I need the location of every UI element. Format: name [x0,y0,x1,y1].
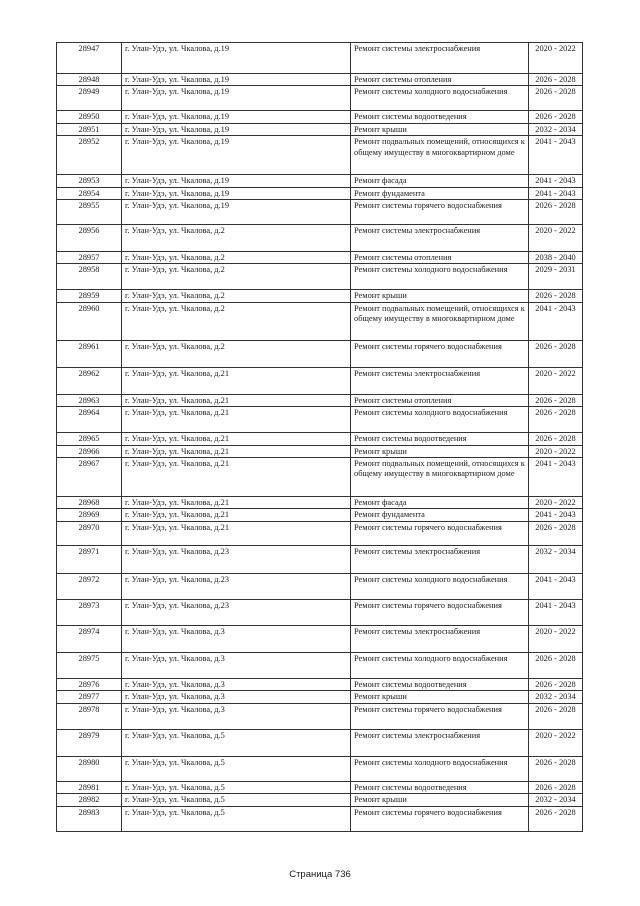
row-number: 28951 [57,123,122,135]
row-work-type: Ремонт системы водоотведения [351,111,529,123]
row-address: г. Улан-Удэ, ул. Чкалова, д.23 [122,545,351,573]
row-work-type: Ремонт крыши [351,794,529,806]
row-number: 28980 [57,756,122,781]
table-row [57,86,583,111]
row-period: 2032 - 2034 [529,794,583,806]
table-row [57,703,583,729]
table-row [57,729,583,756]
row-address: г. Улан-Удэ, ул. Чкалова, д.19 [122,43,351,74]
row-address: г. Улан-Удэ, ул. Чкалова, д.2 [122,225,351,252]
row-address: г. Улан-Удэ, ул. Чкалова, д.19 [122,123,351,135]
row-address: г. Улан-Удэ, ул. Чкалова, д.5 [122,781,351,793]
row-number: 28958 [57,264,122,290]
row-work-type: Ремонт системы горячего водоснабжения [351,806,529,831]
row-number: 28977 [57,691,122,703]
row-period: 2032 - 2034 [529,691,583,703]
row-period: 2020 - 2022 [529,445,583,457]
table-row [57,433,583,445]
row-address: г. Улан-Удэ, ул. Чкалова, д.23 [122,599,351,625]
row-work-type: Ремонт фундамента [351,509,529,521]
row-work-type: Ремонт системы горячего водоснабжения [351,703,529,729]
row-number: 28983 [57,806,122,831]
table-row [57,521,583,545]
row-address: г. Улан-Удэ, ул. Чкалова, д.3 [122,703,351,729]
table-row [57,252,583,264]
row-number: 28969 [57,509,122,521]
table-row [57,691,583,703]
row-number: 28956 [57,225,122,252]
row-address: г. Улан-Удэ, ул. Чкалова, д.21 [122,394,351,406]
table-row [57,175,583,187]
row-work-type: Ремонт системы горячего водоснабжения [351,521,529,545]
row-period: 2026 - 2028 [529,200,583,225]
table-row [57,340,583,367]
row-work-type: Ремонт системы холодного водоснабжения [351,756,529,781]
table-row [57,678,583,690]
row-period: 2026 - 2028 [529,678,583,690]
row-work-type: Ремонт крыши [351,445,529,457]
table-row [57,302,583,340]
row-period: 2020 - 2022 [529,225,583,252]
table-row [57,781,583,793]
table-row [57,573,583,599]
table-row [57,806,583,831]
row-work-type: Ремонт фасада [351,497,529,509]
row-period: 2038 - 2040 [529,252,583,264]
table-row [57,187,583,199]
row-period: 2020 - 2022 [529,729,583,756]
row-number: 28972 [57,573,122,599]
table-row [57,458,583,497]
row-address: г. Улан-Удэ, ул. Чкалова, д.19 [122,111,351,123]
row-period: 2032 - 2034 [529,123,583,135]
row-address: г. Улан-Удэ, ул. Чкалова, д.21 [122,433,351,445]
table-row [57,136,583,175]
row-period: 2026 - 2028 [529,407,583,433]
page-number-label: Страница 736 [289,869,351,880]
row-number: 28966 [57,445,122,457]
row-number: 28975 [57,652,122,678]
table-row [57,367,583,394]
row-address: г. Улан-Удэ, ул. Чкалова, д.2 [122,264,351,290]
row-period: 2026 - 2028 [529,781,583,793]
row-address: г. Улан-Удэ, ул. Чкалова, д.3 [122,652,351,678]
row-period: 2041 - 2043 [529,175,583,187]
row-address: г. Улан-Удэ, ул. Чкалова, д.2 [122,340,351,367]
row-period: 2026 - 2028 [529,290,583,302]
row-address: г. Улан-Удэ, ул. Чкалова, д.19 [122,74,351,86]
row-period: 2026 - 2028 [529,521,583,545]
row-address: г. Улан-Удэ, ул. Чкалова, д.21 [122,521,351,545]
row-period: 2041 - 2043 [529,302,583,340]
row-period: 2026 - 2028 [529,86,583,111]
row-number: 28965 [57,433,122,445]
row-period: 2029 - 2031 [529,264,583,290]
table-row [57,599,583,625]
row-work-type: Ремонт системы электроснабжения [351,43,529,74]
row-period: 2026 - 2028 [529,340,583,367]
row-number: 28959 [57,290,122,302]
row-number: 28967 [57,458,122,497]
row-number: 28950 [57,111,122,123]
table-row [57,123,583,135]
row-work-type: Ремонт крыши [351,691,529,703]
table-row [57,652,583,678]
row-number: 28954 [57,187,122,199]
row-address: г. Улан-Удэ, ул. Чкалова, д.5 [122,756,351,781]
row-work-type: Ремонт крыши [351,290,529,302]
row-address: г. Улан-Удэ, ул. Чкалова, д.2 [122,252,351,264]
row-period: 2041 - 2043 [529,458,583,497]
row-number: 28948 [57,74,122,86]
row-address: г. Улан-Удэ, ул. Чкалова, д.2 [122,302,351,340]
table-row [57,545,583,573]
row-number: 28981 [57,781,122,793]
repair-schedule-table [56,42,583,832]
row-period: 2026 - 2028 [529,111,583,123]
row-number: 28976 [57,678,122,690]
row-work-type: Ремонт системы электроснабжения [351,367,529,394]
row-period: 2026 - 2028 [529,394,583,406]
table-row [57,264,583,290]
row-work-type: Ремонт системы отопления [351,74,529,86]
table-row [57,509,583,521]
table-row [57,74,583,86]
row-number: 28970 [57,521,122,545]
row-address: г. Улан-Удэ, ул. Чкалова, д.19 [122,86,351,111]
row-period: 2041 - 2043 [529,599,583,625]
row-period: 2041 - 2043 [529,509,583,521]
row-number: 28957 [57,252,122,264]
row-period: 2041 - 2043 [529,136,583,175]
table-row [57,794,583,806]
row-work-type: Ремонт системы водоотведения [351,678,529,690]
table-row [57,43,583,74]
row-work-type: Ремонт системы отопления [351,252,529,264]
row-work-type: Ремонт системы водоотведения [351,781,529,793]
row-number: 28963 [57,394,122,406]
row-number: 28973 [57,599,122,625]
row-address: г. Улан-Удэ, ул. Чкалова, д.5 [122,806,351,831]
row-address: г. Улан-Удэ, ул. Чкалова, д.23 [122,573,351,599]
row-work-type: Ремонт системы холодного водоснабжения [351,652,529,678]
row-period: 2026 - 2028 [529,806,583,831]
row-address: г. Улан-Удэ, ул. Чкалова, д.19 [122,187,351,199]
row-period: 2041 - 2043 [529,187,583,199]
row-work-type: Ремонт системы горячего водоснабжения [351,340,529,367]
row-work-type: Ремонт системы электроснабжения [351,225,529,252]
row-period: 2026 - 2028 [529,433,583,445]
table-row [57,497,583,509]
row-address: г. Улан-Удэ, ул. Чкалова, д.3 [122,691,351,703]
row-work-type: Ремонт подвальных помещений, относящихся к общему имуществу в многоквартирном доме [351,302,529,340]
row-number: 28955 [57,200,122,225]
row-address: г. Улан-Удэ, ул. Чкалова, д.19 [122,136,351,175]
row-number: 28968 [57,497,122,509]
row-work-type: Ремонт крыши [351,123,529,135]
row-work-type: Ремонт системы горячего водоснабжения [351,599,529,625]
row-work-type: Ремонт фундамента [351,187,529,199]
row-number: 28982 [57,794,122,806]
row-work-type: Ремонт системы отопления [351,394,529,406]
row-period: 2020 - 2022 [529,43,583,74]
row-number: 28971 [57,545,122,573]
table-row [57,111,583,123]
row-period: 2020 - 2022 [529,497,583,509]
table-row [57,394,583,406]
table-row [57,407,583,433]
row-work-type: Ремонт системы холодного водоснабжения [351,573,529,599]
row-period: 2026 - 2028 [529,756,583,781]
row-work-type: Ремонт системы холодного водоснабжения [351,86,529,111]
row-work-type: Ремонт фасада [351,175,529,187]
row-work-type: Ремонт подвальных помещений, относящихся к общему имуществу в многоквартирном доме [351,458,529,497]
row-period: 2041 - 2043 [529,573,583,599]
row-work-type: Ремонт системы водоотведения [351,433,529,445]
row-address: г. Улан-Удэ, ул. Чкалова, д.5 [122,729,351,756]
table-row [57,756,583,781]
row-period: 2026 - 2028 [529,74,583,86]
row-number: 28962 [57,367,122,394]
row-address: г. Улан-Удэ, ул. Чкалова, д.3 [122,625,351,652]
row-period: 2026 - 2028 [529,652,583,678]
row-number: 28961 [57,340,122,367]
row-work-type: Ремонт системы горячего водоснабжения [351,200,529,225]
row-number: 28964 [57,407,122,433]
row-address: г. Улан-Удэ, ул. Чкалова, д.21 [122,407,351,433]
table-row [57,200,583,225]
row-number: 28974 [57,625,122,652]
row-address: г. Улан-Удэ, ул. Чкалова, д.3 [122,678,351,690]
table-row [57,290,583,302]
row-number: 28960 [57,302,122,340]
table-row [57,225,583,252]
row-address: г. Улан-Удэ, ул. Чкалова, д.21 [122,367,351,394]
row-address: г. Улан-Удэ, ул. Чкалова, д.21 [122,497,351,509]
row-period: 2020 - 2022 [529,367,583,394]
row-address: г. Улан-Удэ, ул. Чкалова, д.19 [122,200,351,225]
row-address: г. Улан-Удэ, ул. Чкалова, д.2 [122,290,351,302]
row-work-type: Ремонт подвальных помещений, относящихся к общему имуществу в многоквартирном доме [351,136,529,175]
row-number: 28949 [57,86,122,111]
table-row [57,625,583,652]
row-period: 2020 - 2022 [529,625,583,652]
table-row [57,445,583,457]
row-period: 2026 - 2028 [529,703,583,729]
row-address: г. Улан-Удэ, ул. Чкалова, д.21 [122,509,351,521]
row-work-type: Ремонт системы холодного водоснабжения [351,264,529,290]
row-address: г. Улан-Удэ, ул. Чкалова, д.21 [122,458,351,497]
table-body [57,43,583,832]
row-number: 28947 [57,43,122,74]
row-work-type: Ремонт системы электроснабжения [351,625,529,652]
row-period: 2032 - 2034 [529,545,583,573]
row-work-type: Ремонт системы электроснабжения [351,729,529,756]
row-address: г. Улан-Удэ, ул. Чкалова, д.19 [122,175,351,187]
row-address: г. Улан-Удэ, ул. Чкалова, д.21 [122,445,351,457]
row-number: 28953 [57,175,122,187]
row-address: г. Улан-Удэ, ул. Чкалова, д.5 [122,794,351,806]
row-number: 28952 [57,136,122,175]
row-number: 28978 [57,703,122,729]
row-work-type: Ремонт системы холодного водоснабжения [351,407,529,433]
row-work-type: Ремонт системы электроснабжения [351,545,529,573]
row-number: 28979 [57,729,122,756]
